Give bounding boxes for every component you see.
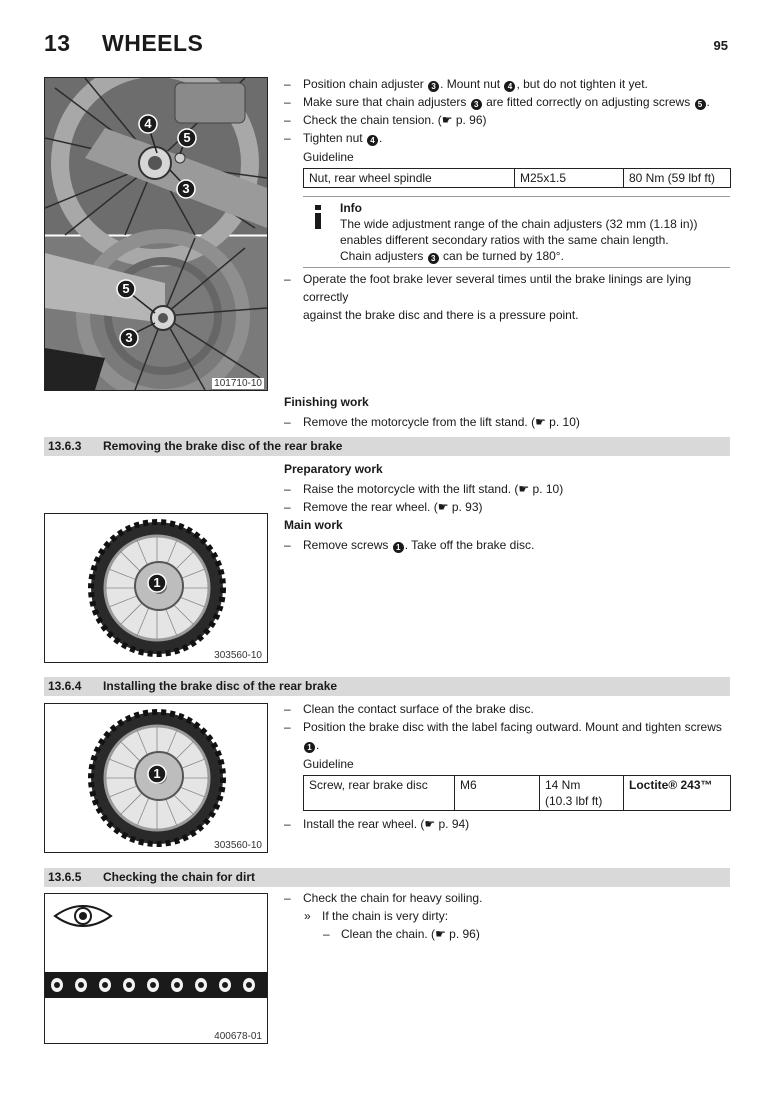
table-cell: Loctite® 243™	[624, 776, 731, 811]
table-cell: M6	[455, 776, 540, 811]
callout-number: 1	[304, 742, 315, 753]
step-position-chain-adjuster: – Position chain adjuster 3 . Mount nut 4 , but do not tighten it yet.	[284, 77, 648, 91]
step-remove-screws: – Remove screws 1 . Take off the brake disc.	[284, 538, 535, 552]
page-reference-link[interactable]: ☛ p. 10	[535, 415, 576, 429]
finishing-work: Finishing work – Remove the motorcycle from the lift stand. (☛ p. 10)	[284, 393, 734, 431]
step-check-adjusters: – Make sure that chain adjusters 3 are fitted correctly on adjusting screws 5 .	[284, 95, 710, 109]
section-heading-13-6-4: 13.6.4 Installing the brake disc of the rear brake	[44, 677, 730, 696]
page-reference-link[interactable]: ☛ p. 93	[437, 500, 479, 514]
step-check-chain-soiling: – Check the chain for heavy soiling.	[284, 891, 483, 905]
chain-eye-illustration	[45, 894, 267, 1043]
callout-5: 5	[177, 128, 197, 148]
info-title: Info	[340, 201, 362, 215]
section-heading-13-6-3: 13.6.3 Removing the brake disc of the rear brake	[44, 437, 730, 456]
figure-rear-wheel-install	[44, 703, 268, 853]
step-raise-motorcycle: – Raise the motorcycle with the lift stand. (☛ p. 10)	[284, 482, 564, 496]
page-reference-link[interactable]: ☛ p. 10	[518, 482, 560, 496]
callout-number: 4	[367, 135, 378, 146]
info-line: The wide adjustment range of the chain adjusters (32 mm (1.18 in))	[340, 217, 698, 231]
page-reference-link[interactable]: ☛ p. 96	[435, 927, 476, 941]
step-remove-rear-wheel: – Remove the rear wheel. (☛ p. 93)	[284, 500, 483, 514]
table-cell: M25x1.5	[515, 169, 624, 188]
step-tighten-nut: – Tighten nut 4 .	[284, 131, 383, 145]
step-install-rear-wheel: – Install the rear wheel. (☛ p. 94)	[284, 817, 470, 831]
page-reference-link[interactable]: ☛ p. 94	[424, 817, 466, 831]
info-icon	[311, 205, 325, 229]
step-check-chain-tension: – Check the chain tension. (☛ p. 96)	[284, 113, 487, 127]
info-line: Chain adjusters 3 can be turned by 180°.	[340, 249, 564, 263]
chapter-number: 13	[44, 30, 71, 56]
page-number: 95	[713, 38, 728, 53]
guideline-label: Guideline	[303, 150, 354, 164]
main-work-label: Main work	[284, 518, 343, 532]
callout-5-lower: 5	[116, 279, 136, 299]
callout-1: 1	[147, 573, 167, 593]
figure-chain-inspection	[44, 893, 268, 1044]
callout-number: 4	[504, 81, 515, 92]
section-13-6-5-steps	[284, 889, 734, 943]
step-position-brake-disc: – Position the brake disc with the label facing outward. Mount and tighten screws 1 .	[284, 720, 722, 752]
callout-number: 3	[428, 253, 439, 264]
info-box	[303, 196, 730, 268]
figure-code: 303560-10	[214, 650, 262, 661]
callout-3-lower: 3	[119, 328, 139, 348]
table-cell: Nut, rear wheel spindle	[304, 169, 515, 188]
figure-chain-adjuster	[44, 77, 268, 391]
callout-number: 3	[471, 99, 482, 110]
callout-number: 1	[393, 542, 404, 553]
guideline-table-nut	[303, 168, 731, 188]
figure-code: 303560-10	[214, 840, 262, 851]
intro-steps	[284, 75, 734, 188]
chapter-title: WHEELS	[102, 30, 204, 56]
figure-rear-wheel-remove	[44, 513, 268, 663]
chain-icon	[45, 972, 267, 998]
guideline-table-brake-disc	[303, 775, 731, 811]
section-13-6-4-steps	[284, 700, 734, 833]
section-heading-13-6-5: 13.6.5 Checking the chain for dirt	[44, 868, 730, 887]
condition-chain-dirty: » If the chain is very dirty:	[304, 909, 449, 923]
table-cell: Screw, rear brake disc	[304, 776, 455, 811]
step-clean-chain: – Clean the chain. (☛ p. 96)	[323, 927, 480, 941]
step-clean-contact-surface: – Clean the contact surface of the brake disc.	[284, 702, 534, 716]
table-cell: 80 Nm (59 lbf ft)	[624, 169, 731, 188]
preparatory-work-label: Preparatory work	[284, 462, 383, 476]
figure-code: 400678-01	[214, 1031, 262, 1042]
section-13-6-3-steps	[284, 460, 734, 554]
eye-icon	[55, 906, 111, 926]
callout-number: 3	[428, 81, 439, 92]
table-cell: 14 Nm (10.3 lbf ft)	[540, 776, 624, 811]
info-line: enables different secondary ratios with the same chain length.	[340, 233, 669, 247]
callout-number: 5	[695, 99, 706, 110]
callout-4: 4	[138, 114, 158, 134]
finishing-work-label: Finishing work	[284, 395, 369, 409]
step-operate-brake: – Operate the foot brake lever several times until the brake linings are lying correctly against the brake disc and there is a pressure point.	[284, 272, 692, 322]
page-reference-link[interactable]: ☛ p. 96	[441, 113, 483, 127]
callout-3: 3	[176, 179, 196, 199]
figure-code: 101710-10	[214, 378, 262, 389]
callout-1: 1	[147, 764, 167, 784]
guideline-label: Guideline	[303, 757, 354, 771]
